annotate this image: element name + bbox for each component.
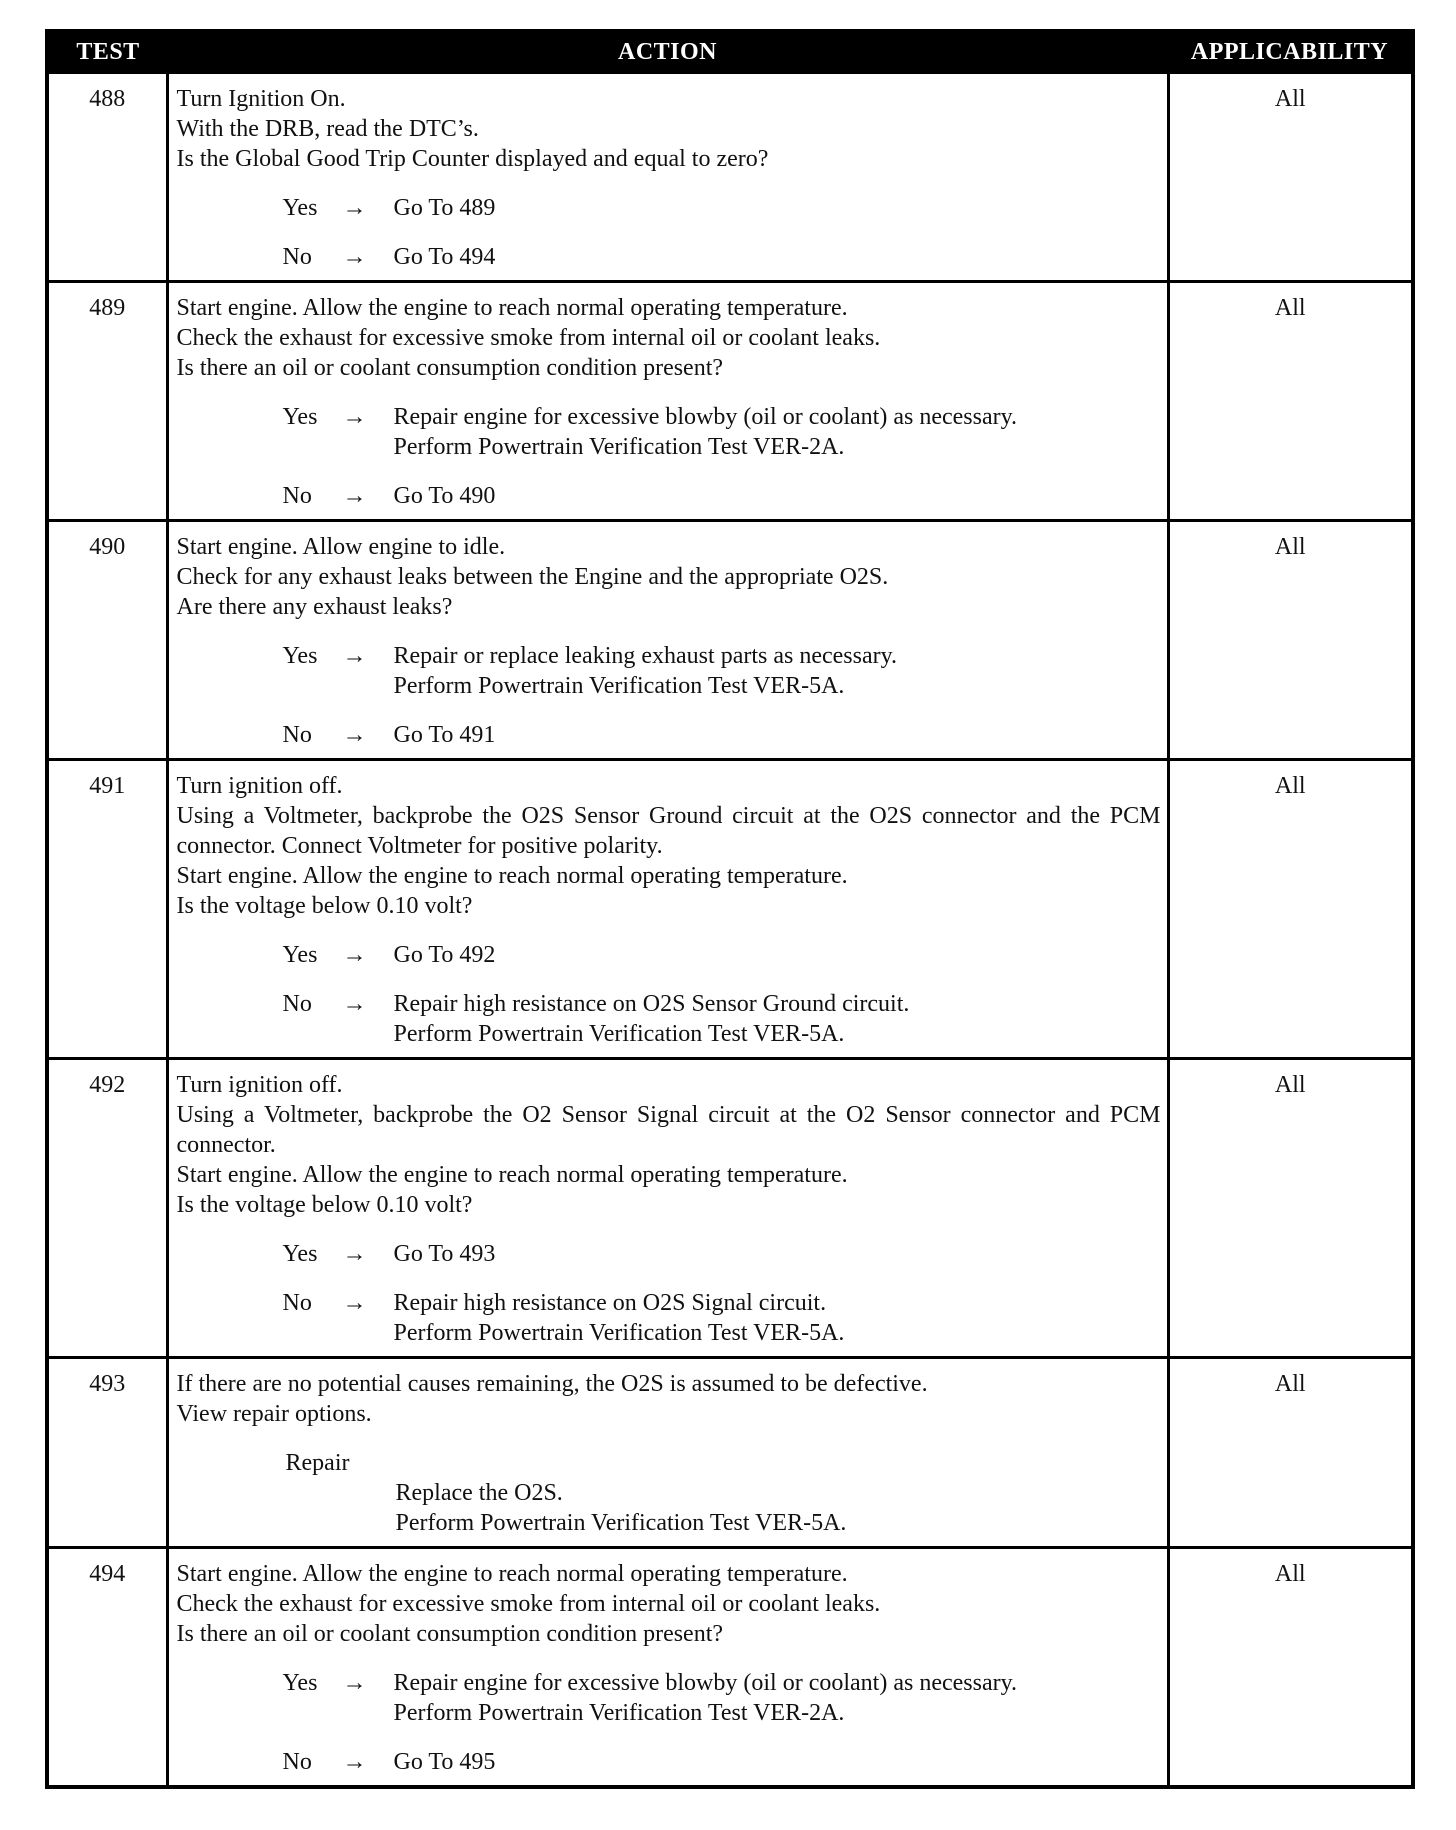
- repair-steps: [396, 1478, 1161, 1538]
- arrow-icon: →: [342, 1749, 367, 1775]
- option-result: [394, 193, 1161, 223]
- instruction-line: Start engine. Allow the engine to reach normal operating temperature.: [176, 295, 848, 321]
- result-line: Go To 490: [393, 483, 496, 509]
- instruction-line: View repair options.: [176, 1401, 372, 1427]
- result-line: Perform Powertrain Verification Test VER-5A.: [393, 1021, 845, 1047]
- option-no: [177, 1288, 1161, 1348]
- result-line: Repair high resistance on O2S Signal circuit.: [393, 1290, 827, 1316]
- result-line: Repair or replace leaking exhaust parts as necessary.: [393, 643, 898, 669]
- instruction-line: Is there an oil or coolant consumption condition present?: [176, 355, 724, 381]
- action-instructions: [177, 1369, 1161, 1429]
- table-row: [47, 1059, 1413, 1358]
- result-line: Go To 494: [393, 244, 496, 270]
- action-cell: [167, 73, 1168, 282]
- result-line: Repair high resistance on O2S Sensor Ground circuit.: [393, 991, 910, 1017]
- action-instructions: [177, 1559, 1161, 1649]
- option-result: [394, 242, 1161, 272]
- header-action: ACTION: [167, 31, 1168, 73]
- arrow-icon: →: [342, 1670, 367, 1696]
- action-cell: [167, 1548, 1168, 1788]
- result-line: Go To 493: [393, 1241, 496, 1267]
- action-instructions: [177, 293, 1161, 383]
- action-cell: [167, 1059, 1168, 1358]
- option-yes: [177, 1239, 1161, 1269]
- instruction-line: Start engine. Allow the engine to reach normal operating temperature.: [176, 1561, 848, 1587]
- test-number: 491: [47, 760, 167, 1059]
- instruction-line: Start engine. Allow the engine to reach normal operating temperature.: [176, 1162, 848, 1188]
- option-label: Yes: [282, 942, 318, 968]
- applicability-value: All: [1168, 282, 1413, 521]
- option-yes: [177, 1668, 1161, 1728]
- option-label: No: [282, 1749, 312, 1775]
- option-result: [394, 1239, 1161, 1269]
- instruction-line: Turn ignition off.: [176, 1072, 343, 1098]
- instruction-line: Turn Ignition On.: [176, 86, 346, 112]
- instruction-line: Is the Global Good Trip Counter displayed and equal to zero?: [176, 146, 769, 172]
- result-line: Go To 492: [393, 942, 496, 968]
- applicability-value: All: [1168, 1059, 1413, 1358]
- header-row: [47, 31, 1413, 73]
- arrow-icon: →: [342, 483, 367, 509]
- action-cell: [167, 760, 1168, 1059]
- repair-line: Replace the O2S.: [395, 1480, 563, 1506]
- option-label: Yes: [282, 404, 318, 430]
- table-row: [47, 73, 1413, 282]
- table-row: [47, 1548, 1413, 1788]
- option-result: [394, 1288, 1161, 1348]
- applicability-value: All: [1168, 760, 1413, 1059]
- result-line: Go To 491: [393, 722, 496, 748]
- result-line: Repair engine for excessive blowby (oil or coolant) as necessary.: [393, 1670, 1018, 1696]
- arrow-icon: →: [342, 1241, 367, 1267]
- test-number: 490: [47, 521, 167, 760]
- result-line: Perform Powertrain Verification Test VER-2A.: [393, 434, 845, 460]
- arrow-icon: →: [342, 643, 367, 669]
- test-number: 493: [47, 1358, 167, 1548]
- header-applicability: APPLICABILITY: [1168, 31, 1413, 73]
- applicability-value: All: [1168, 73, 1413, 282]
- test-number: 494: [47, 1548, 167, 1788]
- option-no: [177, 481, 1161, 511]
- applicability-value: All: [1168, 1358, 1413, 1548]
- arrow-icon: →: [342, 991, 367, 1017]
- option-result: [394, 1668, 1161, 1728]
- option-label: Yes: [282, 1670, 318, 1696]
- option-result: [394, 720, 1161, 750]
- table-row: [47, 760, 1413, 1059]
- arrow-icon: →: [342, 195, 367, 221]
- option-result: [394, 641, 1161, 701]
- action-instructions: [177, 1070, 1161, 1220]
- option-yes: [177, 940, 1161, 970]
- result-line: Perform Powertrain Verification Test VER-2A.: [393, 1700, 845, 1726]
- instruction-line: Is there an oil or coolant consumption condition present?: [176, 1621, 724, 1647]
- arrow-icon: →: [342, 722, 367, 748]
- option-yes: [177, 193, 1161, 223]
- instruction-line: Start engine. Allow engine to idle.: [176, 534, 506, 560]
- applicability-value: All: [1168, 1548, 1413, 1788]
- result-line: Go To 495: [393, 1749, 496, 1775]
- option-result: [394, 481, 1161, 511]
- option-label: No: [282, 483, 312, 509]
- table-row: [47, 521, 1413, 760]
- action-instructions: [177, 771, 1161, 921]
- result-line: Repair engine for excessive blowby (oil or coolant) as necessary.: [393, 404, 1018, 430]
- option-label: Yes: [282, 195, 318, 221]
- instruction-line: Check the exhaust for excessive smoke from internal oil or coolant leaks.: [176, 1591, 881, 1617]
- instruction-line: Using a Voltmeter, backprobe the O2S Sensor Ground circuit at the O2S connector and the PCM connector. Connect Voltmeter for positive polarity.: [176, 803, 1161, 859]
- table-row: [47, 282, 1413, 521]
- test-table: [45, 29, 1415, 1789]
- action-cell: [167, 1358, 1168, 1548]
- result-line: Perform Powertrain Verification Test VER-5A.: [393, 1320, 845, 1346]
- arrow-icon: →: [342, 244, 367, 270]
- instruction-line: Check for any exhaust leaks between the Engine and the appropriate O2S.: [176, 564, 889, 590]
- repair-line: Perform Powertrain Verification Test VER-5A.: [395, 1510, 847, 1536]
- test-number: 489: [47, 282, 167, 521]
- applicability-value: All: [1168, 521, 1413, 760]
- option-label: Yes: [282, 1241, 318, 1267]
- option-no: [177, 1747, 1161, 1777]
- result-line: Go To 489: [393, 195, 496, 221]
- action-cell: [167, 282, 1168, 521]
- test-number: 488: [47, 73, 167, 282]
- option-result: [394, 1747, 1161, 1777]
- table-body: [47, 73, 1413, 1788]
- instruction-line: With the DRB, read the DTC’s.: [176, 116, 479, 142]
- option-yes: [177, 641, 1161, 701]
- instruction-line: Using a Voltmeter, backprobe the O2 Sensor Signal circuit at the O2 Sensor connector and PCM connector.: [176, 1102, 1161, 1158]
- option-label: No: [282, 244, 312, 270]
- result-line: Perform Powertrain Verification Test VER-5A.: [393, 673, 845, 699]
- instruction-line: If there are no potential causes remaining, the O2S is assumed to be defective.: [176, 1371, 928, 1397]
- option-result: [394, 940, 1161, 970]
- diagnostic-test-table: [45, 29, 1411, 1789]
- instruction-line: Are there any exhaust leaks?: [176, 594, 453, 620]
- action-instructions: [177, 84, 1161, 174]
- instruction-line: Is the voltage below 0.10 volt?: [176, 1192, 473, 1218]
- option-label: No: [282, 1290, 312, 1316]
- header-test: TEST: [47, 31, 167, 73]
- option-yes: [177, 402, 1161, 462]
- option-label: Yes: [282, 643, 318, 669]
- instruction-line: Check the exhaust for excessive smoke from internal oil or coolant leaks.: [176, 325, 881, 351]
- option-no: [177, 242, 1161, 272]
- arrow-icon: →: [342, 1290, 367, 1316]
- instruction-line: Turn ignition off.: [176, 773, 343, 799]
- instruction-line: Is the voltage below 0.10 volt?: [176, 893, 473, 919]
- option-no: [177, 989, 1161, 1049]
- arrow-icon: →: [342, 942, 367, 968]
- option-label: No: [282, 722, 312, 748]
- option-result: [394, 989, 1161, 1049]
- repair-label: Repair: [285, 1450, 350, 1476]
- test-number: 492: [47, 1059, 167, 1358]
- option-label: No: [282, 991, 312, 1017]
- instruction-line: Start engine. Allow the engine to reach normal operating temperature.: [176, 863, 848, 889]
- action-cell: [167, 521, 1168, 760]
- option-no: [177, 720, 1161, 750]
- table-row: [47, 1358, 1413, 1548]
- arrow-icon: →: [342, 404, 367, 430]
- option-result: [394, 402, 1161, 462]
- action-instructions: [177, 532, 1161, 622]
